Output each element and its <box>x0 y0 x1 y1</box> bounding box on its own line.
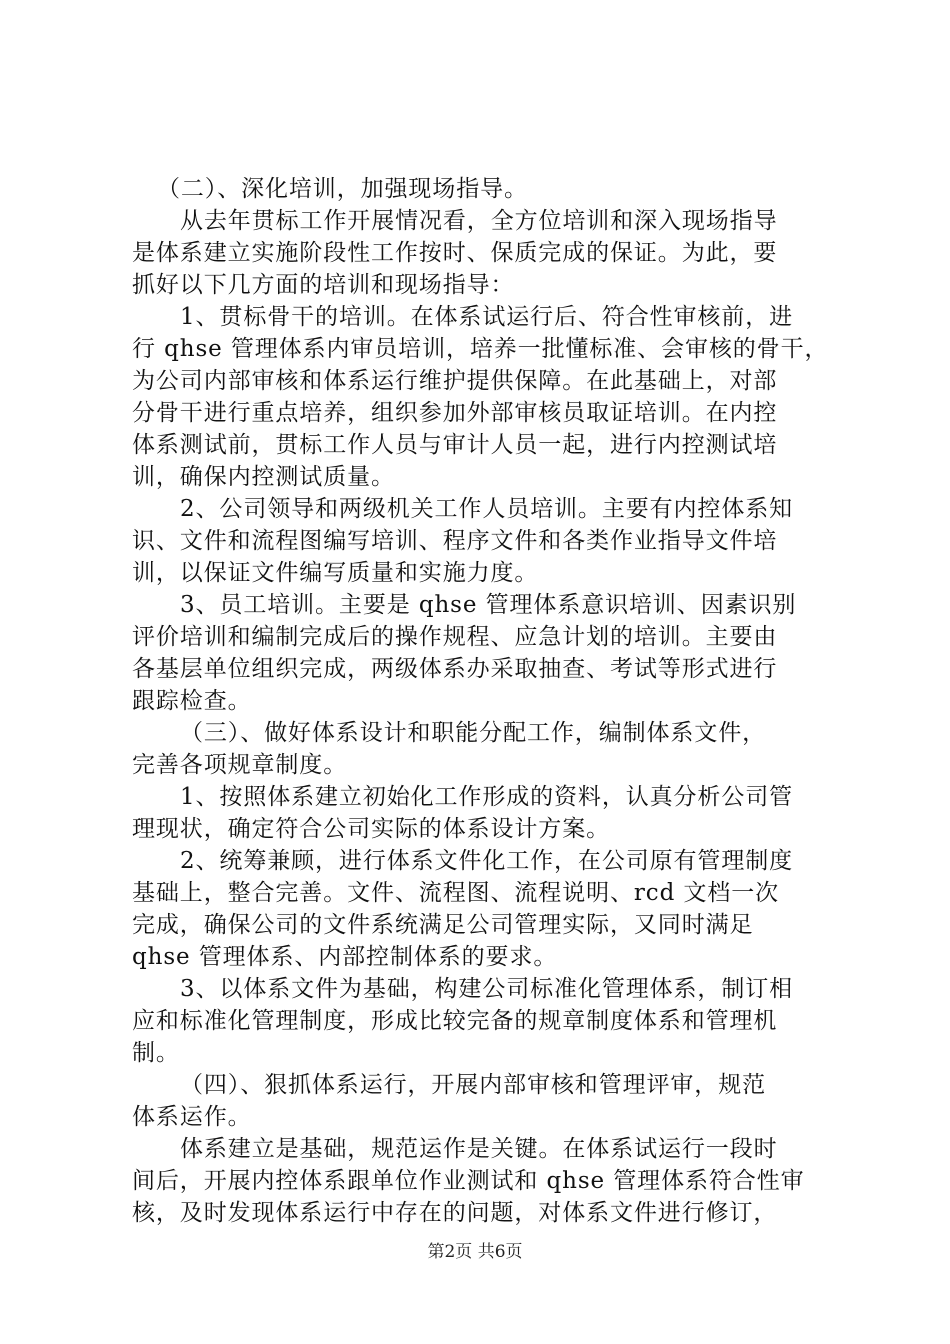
section-heading-2: （二）、深化培训，加强现场指导。 <box>157 176 528 202</box>
paragraph-line: 完善各项规章制度。 <box>132 752 348 778</box>
paragraph-line: 1、贯标骨干的培训。在体系试运行后、符合性审核前，进 <box>180 304 794 330</box>
paragraph-line: 应和标准化管理制度，形成比较完备的规章制度体系和管理机 <box>132 1008 778 1034</box>
paragraph-line: 识、文件和流程图编写培训、程序文件和各类作业指导文件培 <box>132 528 778 554</box>
paragraph-line: 基础上，整合完善。文件、流程图、流程说明、rcd 文档一次 <box>132 880 780 906</box>
paragraph-line: 行 qhse 管理体系内审员培训，培养一批懂标准、会审核的骨干， <box>132 336 829 362</box>
paragraph-line: 体系建立是基础，规范运作是关键。在体系试运行一段时 <box>180 1136 778 1162</box>
paragraph-line: 3、员工培训。主要是 qhse 管理体系意识培训、因素识别 <box>180 592 797 618</box>
paragraph-line: 核，及时发现体系运行中存在的问题，对体系文件进行修订， <box>132 1200 778 1226</box>
paragraph-line: 体系测试前，贯标工作人员与审计人员一起，进行内控测试培 <box>132 432 778 458</box>
paragraph-line: 2、公司领导和两级机关工作人员培训。主要有内控体系知 <box>180 496 794 522</box>
paragraph-line: 训，以保证文件编写质量和实施力度。 <box>132 560 539 586</box>
paragraph-line: 完成，确保公司的文件系统满足公司管理实际，又同时满足 <box>132 912 754 938</box>
paragraph-line: qhse 管理体系、内部控制体系的要求。 <box>132 944 558 970</box>
paragraph-line: 抓好以下几方面的培训和现场指导： <box>132 272 515 298</box>
paragraph-line: 训，确保内控测试质量。 <box>132 464 395 490</box>
paragraph-line: 分骨干进行重点培养，组织参加外部审核员取证培训。在内控 <box>132 400 778 426</box>
paragraph-line: 为公司内部审核和体系运行维护提供保障。在此基础上，对部 <box>132 368 778 394</box>
paragraph-line: 各基层单位组织完成，两级体系办采取抽查、考试等形式进行 <box>132 656 778 682</box>
paragraph-line: 2、统筹兼顾，进行体系文件化工作，在公司原有管理制度 <box>180 848 794 874</box>
page-number-footer: 第2页 共6页 <box>427 1242 523 1262</box>
paragraph-line: 体系运作。 <box>132 1104 252 1130</box>
paragraph-line: 制。 <box>132 1040 180 1066</box>
paragraph-line: 跟踪检查。 <box>132 688 252 714</box>
section-heading-3: （三）、做好体系设计和职能分配工作，编制体系文件， <box>180 720 766 746</box>
paragraph-line: 评价培训和编制完成后的操作规程、应急计划的培训。主要由 <box>132 624 778 650</box>
paragraph-line: 从去年贯标工作开展情况看，全方位培训和深入现场指导 <box>180 208 778 234</box>
paragraph-line: 是体系建立实施阶段性工作按时、保质完成的保证。为此，要 <box>132 240 778 266</box>
paragraph-line: 1、按照体系建立初始化工作形成的资料，认真分析公司管 <box>180 784 794 810</box>
paragraph-line: 3、以体系文件为基础，构建公司标准化管理体系，制订相 <box>180 976 794 1002</box>
paragraph-line: 理现状，确定符合公司实际的体系设计方案。 <box>132 816 610 842</box>
section-heading-4: （四）、狠抓体系运行，开展内部审核和管理评审，规范 <box>180 1072 766 1098</box>
paragraph-line: 间后，开展内控体系跟单位作业测试和 qhse 管理体系符合性审 <box>132 1168 805 1194</box>
